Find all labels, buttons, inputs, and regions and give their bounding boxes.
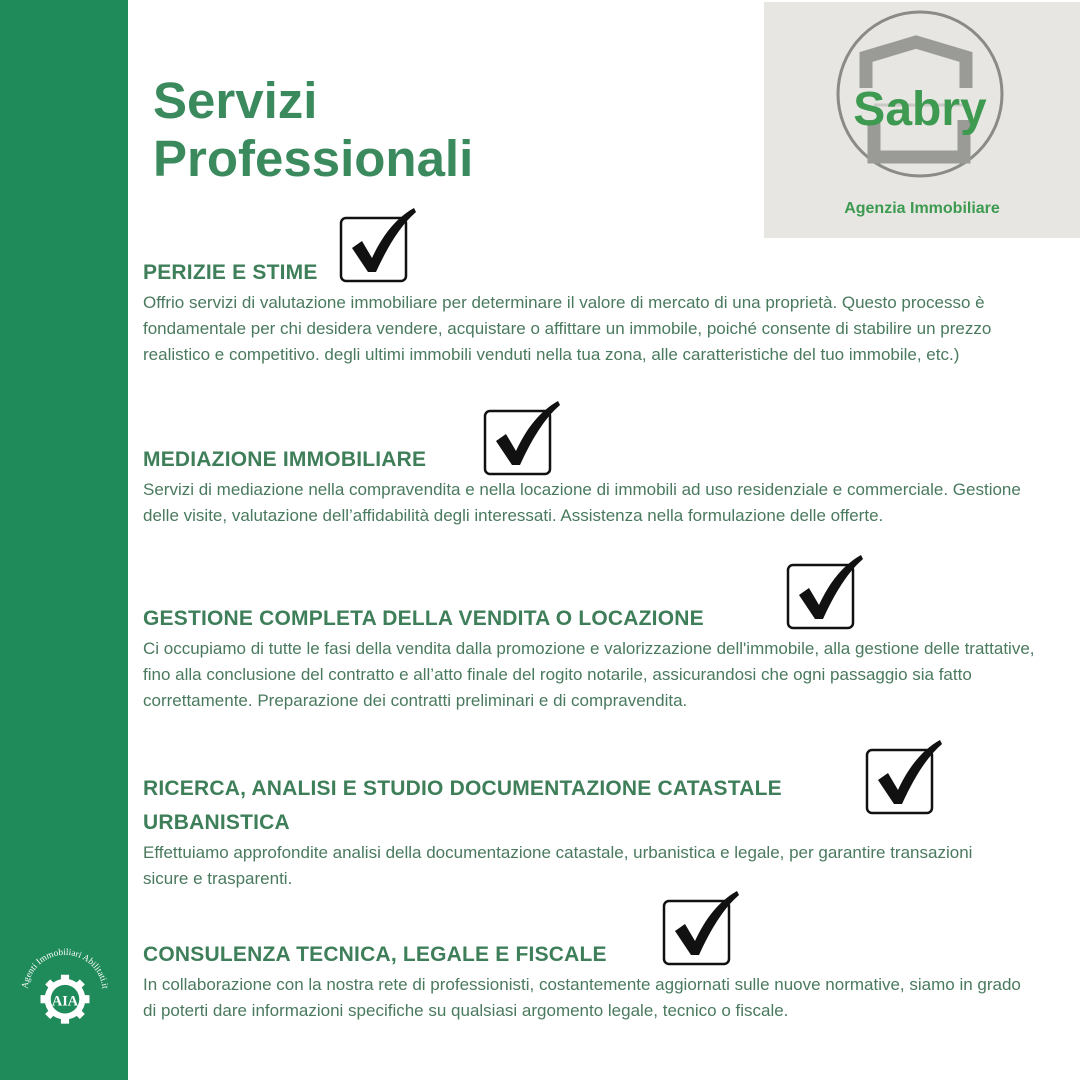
sabry-logo [764,2,1080,238]
section-mediazione [143,443,1043,529]
section-heading: PERIZIE E STIME [143,261,318,284]
agenti-immobiliari-badge [14,938,116,1040]
title-line-2: Professionali [153,130,474,187]
section-ricerca [143,772,973,892]
checkbox-checked-icon [785,553,865,631]
checkbox-checked-icon [661,889,741,967]
section-heading: CONSULENZA TECNICA, LEGALE E FISCALE [143,943,607,966]
section-consulenza [143,938,1023,1024]
gear-icon [41,975,90,1024]
checkbox-checked-icon [482,399,562,477]
section-body: In collaborazione con la nostra rete di professionisti, costantemente aggiornati sulle nuove normative, siamo in grado di poterti dare informazioni specifiche su qualsiasi argomento legale, tecnico o fiscale. [143,975,1021,1020]
logo-subtitle: Agenzia Immobiliare [844,200,1000,217]
section-heading: RICERCA, ANALISI E STUDIO DOCUMENTAZIONE CATASTALE URBANISTICA [143,777,782,834]
section-heading: GESTIONE COMPLETA DELLA VENDITA O LOCAZIONE [143,607,704,630]
badge-initials: AIA [51,993,79,1010]
section-body: Ci occupiamo di tutte le fasi della vendita dalla promozione e valorizzazione dell'immobile, alla gestione delle trattative, fino alla conclusione del contratto e all’atto finale del rogito notarile, assicurandosi che ogni passaggio sia fatto correttamente. Preparazione dei contratti preliminari e di compravendita. [143,639,1035,710]
svg-text:Agenti Immobiliari Abilitati.i: Agenti Immobiliari Abilitati.it [19,946,111,990]
page-title [153,72,473,188]
checkbox-checked-icon [864,738,944,816]
section-body: Effettuiamo approfondite analisi della documentazione catastale, urbanistica e legale, per garantire transazioni sicure e trasparenti. [143,843,973,888]
sidebar-band [0,0,128,1080]
section-body: Offrio servizi di valutazione immobiliare per determinare il valore di mercato di una proprietà. Questo processo è fondamentale per chi desidera vendere, acquistare o affittare un immobile, poiché consente di stabilire un prezzo realistico e competitivo. degli ultimi immobili venduti nella tua zona, alle caratteristiche del tuo immobile, etc.) [143,293,992,364]
title-line-1: Servizi [153,72,318,129]
logo-brand: Sabry [853,83,987,136]
section-body: Servizi di mediazione nella compravendita e nella locazione di immobili ad uso residenziale e commerciale. Gestione delle visite, valutazione dell’affidabilità degli interessati. Assistenza nella formulazione delle offerte. [143,480,1021,525]
checkbox-checked-icon [338,206,418,284]
section-perizie [143,256,1043,368]
section-gestione [143,602,1043,714]
section-heading: MEDIAZIONE IMMOBILIARE [143,448,427,471]
